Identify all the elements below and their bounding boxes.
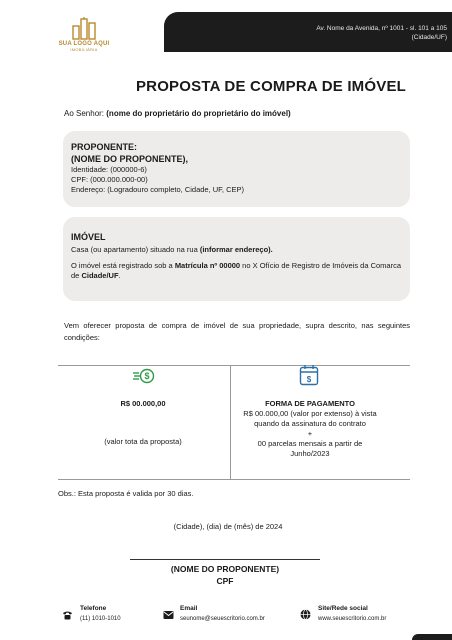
building-logo-icon	[69, 16, 99, 40]
footer-corner-accent	[412, 634, 452, 640]
validity-note: Obs.: Esta proposta é valida por 30 dias.	[58, 489, 194, 498]
imovel-line2-text-e: .	[118, 271, 121, 280]
email-label: Email	[180, 605, 198, 612]
proposal-value-note: (valor tota da proposta)	[104, 437, 182, 446]
imovel-matricula: Matrícula nº 00000	[174, 261, 241, 270]
proponente-cpf: CPF: (000.000.000-00)	[71, 175, 148, 184]
money-icon	[132, 367, 156, 390]
imovel-address-value: (informar endereço).	[199, 245, 273, 254]
signature-name: (NOME DO PROPONENTE)	[170, 564, 280, 574]
proposal-value: R$ 00.000,00	[120, 399, 166, 408]
proponente-endereco: Endereço: (Logradouro completo, Cidade, UF, CEP)	[71, 185, 245, 194]
payment-plus: +	[307, 429, 313, 438]
footer-email	[180, 604, 265, 624]
proponente-heading: PROPONENTE:	[71, 142, 138, 152]
payment-heading: FORMA DE PAGAMENTO	[265, 399, 355, 408]
signature-block	[130, 563, 320, 587]
imovel-line2-text-a: O imóvel está registrado sob a	[71, 261, 175, 270]
proponente-identidade: Identidade: (000000-6)	[71, 165, 147, 174]
phone-icon	[62, 607, 73, 625]
proponente-name: (NOME DO PROPONENTE),	[71, 154, 189, 164]
site-value: www.seuescritorio.com.br	[318, 616, 387, 622]
email-value: seunome@seuescritorio.com.br	[180, 616, 265, 622]
divider-vertical	[230, 365, 231, 479]
signature-doc: CPF	[216, 576, 234, 586]
signature-line	[130, 559, 320, 560]
header-address	[277, 24, 447, 42]
recipient-line	[64, 109, 291, 118]
company-logo	[54, 16, 114, 52]
payment-line-3: 00 parcelas mensais a partir de	[257, 439, 363, 448]
divider-top	[58, 365, 410, 366]
intro-paragraph: Vem oferecer proposta de compra de imóvel de sua propriedade, supra descrito, nas seguintes condições:	[64, 321, 410, 342]
logo-name: SUA LOGO AQUI	[58, 41, 110, 47]
footer-site	[318, 604, 386, 624]
address-line-2: (Cidade/UF)	[411, 34, 447, 41]
recipient-prefix: Ao Senhor:	[64, 109, 105, 118]
imovel-registry-text	[71, 261, 402, 281]
payment-line-2: quando da assinatura do contrato	[254, 419, 366, 428]
header-bar	[164, 12, 452, 52]
phone-value: (11) 1010-1010	[80, 616, 121, 622]
payment-line-1: R$ 00.000,00 (valor por extenso) à vista	[243, 409, 377, 418]
logo-subtitle: IMOBILIÁRIA	[70, 47, 98, 52]
svg-text:$: $	[144, 371, 150, 381]
phone-label: Telefone	[80, 605, 107, 612]
address-line-1: Av. Nome da Avenida, nº 1001 - sl. 101 a 105	[316, 25, 447, 32]
globe-icon	[300, 607, 311, 625]
imovel-address-text	[71, 245, 402, 255]
payment-line-4: Junho/2023	[290, 449, 330, 458]
proponente-box	[63, 131, 410, 207]
email-icon	[163, 607, 174, 625]
imovel-line1-text: Casa (ou apartamento) situado na rua	[71, 245, 200, 254]
calendar-icon	[299, 364, 319, 391]
imovel-box	[63, 217, 410, 301]
place-date: (Cidade), (dia) de (mês) de 2024	[173, 522, 283, 531]
imovel-heading: IMÓVEL	[71, 232, 106, 242]
imovel-line2-text-c: no X Ofício de Registro de Imóveis da Comarca de	[71, 261, 401, 280]
svg-text:$: $	[306, 375, 312, 384]
payment-details	[232, 399, 388, 459]
site-label: Site/Rede social	[318, 605, 368, 612]
recipient-name: (nome do proprietário do proprietário do imóvel)	[106, 109, 291, 118]
footer-phone	[80, 604, 121, 624]
document-title: PROPOSTA DE COMPRA DE IMÓVEL	[135, 78, 407, 95]
imovel-comarca: Cidade/UF	[81, 271, 119, 280]
divider-bottom	[58, 479, 410, 480]
